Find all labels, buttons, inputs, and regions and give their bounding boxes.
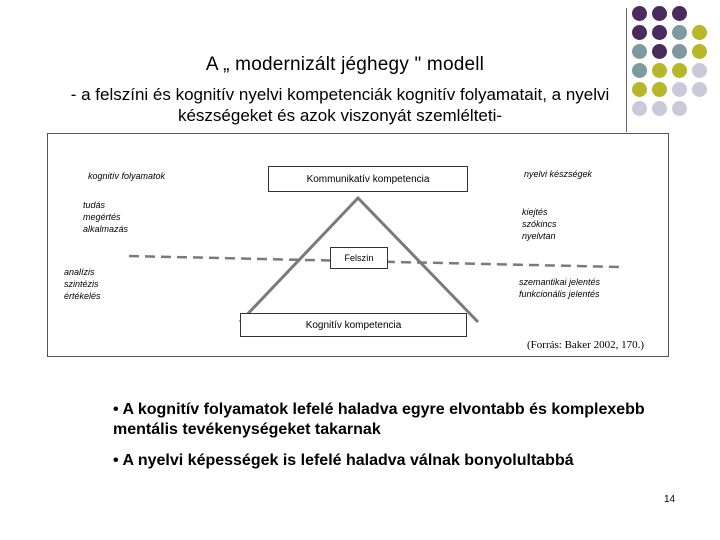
surface-box: Felszín [330,247,388,269]
bullet-item [113,451,653,471]
list-item: szemantikai jelentés [519,277,601,287]
bullet-marker: • [113,452,123,469]
communicative-competence-box: Kommunikatív kompetencia [268,166,468,192]
list-item: szintézis [64,279,99,289]
bullet-text: A kognitív folyamatok lefelé haladva egyre elvontabb és komplexebb mentális tevékenységeket takarnak [113,401,645,438]
bullet-item [113,400,653,440]
list-item: értékelés [64,291,101,301]
left-upper-list [83,199,128,235]
list-item: szókincs [522,219,557,229]
right-lower-list [519,276,600,300]
list-item: tudás [83,200,106,210]
left-header: kognitív folyamatok [88,171,166,181]
slide-title: A „ modernizált jéghegy " modell [205,54,485,75]
list-item: funkcionális jelentés [519,289,600,299]
bullet-text: A nyelvi képességek is lefelé haladva válnak bonyolultabbá [122,452,574,469]
list-item: megértés [83,212,121,222]
right-upper-list [522,206,557,242]
list-item: analízis [64,267,95,277]
cognitive-competence-box: Kognitív kompetencia [240,313,467,337]
slide-subtitle: - a felszíni és kognitív nyelvi kompetenciák kognitív folyamatait, a nyelvi készségeket és azok viszonyát szemlélteti- [70,85,610,125]
list-item: alkalmazás [83,224,129,234]
right-header: nyelvi készségek [524,169,593,179]
left-lower-list [64,266,101,302]
bullet-marker: • [113,401,123,418]
source-citation: (Forrás: Baker 2002, 170.) [527,339,645,351]
list-item: kiejtés [522,207,548,217]
list-item: nyelvtan [522,231,556,241]
page-number: 14 [664,494,676,505]
